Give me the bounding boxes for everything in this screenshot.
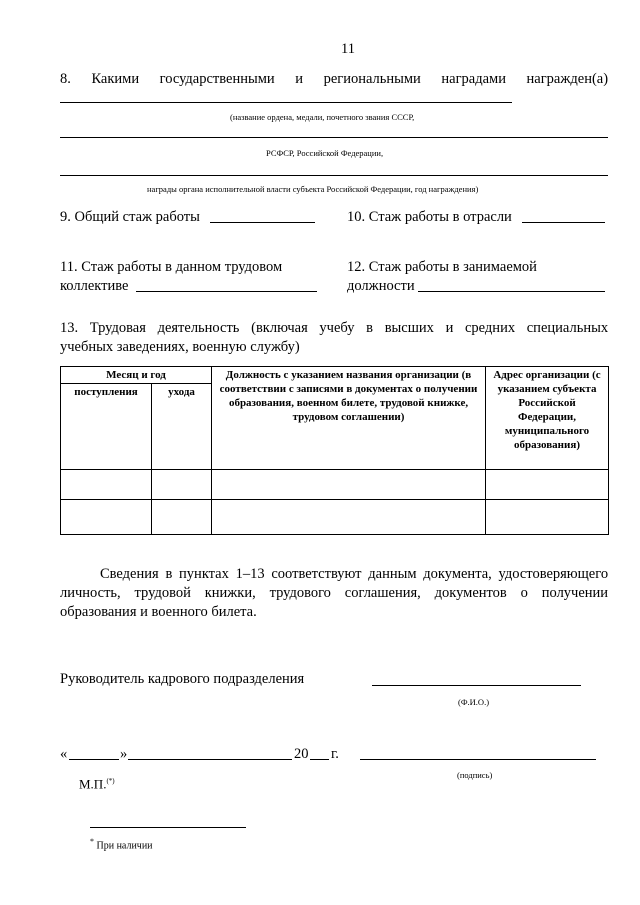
- item8-number: 8.: [60, 71, 71, 87]
- item9-label: 9. Общий стаж работы: [60, 209, 200, 225]
- item13-word: деятельность: [157, 320, 240, 336]
- item13-word: Трудовая: [89, 320, 146, 336]
- table-cell-start[interactable]: [61, 500, 152, 535]
- statement-word: Сведения: [100, 566, 159, 582]
- table-cell-start[interactable]: [61, 470, 152, 500]
- table-cell-end[interactable]: [152, 500, 212, 535]
- statement-word: трудовой: [134, 585, 191, 601]
- item13-word: и: [445, 320, 454, 336]
- item13-word: учебу: [319, 320, 355, 336]
- table-cell-end[interactable]: [152, 470, 212, 500]
- item9-fill-line[interactable]: [210, 222, 315, 223]
- start-date-header: поступления: [61, 384, 152, 470]
- item8-fill-line-2[interactable]: [60, 137, 608, 138]
- stamp-footnote-mark: (*): [106, 777, 115, 785]
- fio-hint: (Ф.И.О.): [458, 697, 490, 707]
- statement-word: трудового: [269, 585, 331, 601]
- item8-hint-1: (название ордена, медали, почетного звания СССР,: [230, 112, 415, 122]
- item8-word: Какими: [91, 71, 140, 87]
- item13-line1: [60, 319, 608, 338]
- statement-word: документа,: [423, 566, 492, 582]
- item12-fill-line[interactable]: [418, 291, 605, 292]
- footnote-divider: [90, 827, 246, 828]
- item8-hint-2: РСФСР, Российской Федерации,: [266, 148, 384, 158]
- statement-word: книжки,: [204, 585, 256, 601]
- item13-word: специальных: [526, 320, 609, 336]
- footnote-mark: *: [90, 837, 94, 846]
- item8-fill-line-1[interactable]: [60, 102, 512, 103]
- date-day-line[interactable]: [69, 759, 119, 760]
- statement-word: 1–13: [235, 566, 265, 582]
- item8-word: государственными: [159, 71, 275, 87]
- item11-line1: 11. Стаж работы в данном трудовом: [60, 259, 283, 275]
- statement-word: данным: [368, 566, 417, 582]
- item12-line2: должности: [347, 278, 415, 294]
- item8-question: [60, 70, 608, 89]
- item13-word: 13.: [60, 320, 79, 336]
- table-cell-position[interactable]: [212, 470, 486, 500]
- date-year-suffix: г.: [331, 746, 339, 762]
- statement-word: удостоверяющего: [498, 566, 609, 582]
- item11-fill-line[interactable]: [136, 291, 317, 292]
- item13-word: высших: [384, 320, 434, 336]
- stamp-text: М.П.: [79, 776, 107, 792]
- item8-word: награжден(а): [526, 71, 609, 87]
- item8-word: региональными: [323, 71, 421, 87]
- fio-fill-line[interactable]: [372, 685, 581, 686]
- statement-line1: [60, 565, 608, 584]
- statement-word: документов: [434, 585, 507, 601]
- address-header: Адрес организации (с указанием субъекта Российской Федерации, муниципального образования): [486, 367, 609, 470]
- item13-word: в: [366, 320, 374, 336]
- end-date-header: ухода: [152, 384, 212, 470]
- date-month-line[interactable]: [128, 759, 292, 760]
- signature-hint: (подпись): [457, 770, 493, 780]
- footnote-text: При наличии: [96, 840, 153, 852]
- date-quote-open: «: [60, 746, 68, 762]
- item8-fill-line-3[interactable]: [60, 175, 608, 176]
- page-number: 11: [341, 41, 355, 57]
- statement-word: соответствуют: [271, 566, 362, 582]
- date-quote-close: »: [120, 746, 128, 762]
- date-year-line[interactable]: [310, 759, 329, 760]
- table-row: [61, 470, 609, 500]
- month-year-header: Месяц и год: [61, 367, 212, 384]
- statement-line3: образования и военного билета.: [60, 604, 257, 620]
- date-year-prefix: 20: [294, 746, 309, 762]
- statement-word: личность,: [60, 585, 121, 601]
- footnote: [90, 835, 153, 853]
- statement-line2: [60, 584, 608, 603]
- item8-word: наградами: [441, 71, 506, 87]
- table-row: [61, 500, 609, 535]
- work-history-table: [60, 366, 609, 535]
- item13-line2: учебных заведениях, военную службу): [60, 339, 300, 355]
- item11-line2: коллективе: [60, 278, 129, 294]
- item13-word: средних: [465, 320, 516, 336]
- table-cell-address[interactable]: [486, 470, 609, 500]
- statement-word: соглашения,: [344, 585, 421, 601]
- item13-word: (включая: [251, 320, 308, 336]
- table-cell-address[interactable]: [486, 500, 609, 535]
- position-header: Должность с указанием названия организации (в соответствии с записями в документах о получении образования, военном билете, трудовой книжке, трудовом соглашении): [212, 367, 486, 470]
- item8-word: и: [295, 71, 303, 87]
- item12-line1: 12. Стаж работы в занимаемой: [347, 259, 537, 275]
- statement-word: пунктах: [179, 566, 229, 582]
- statement-word: в: [165, 566, 173, 582]
- hr-head-label: Руководитель кадрового подразделения: [60, 671, 305, 687]
- item10-fill-line[interactable]: [522, 222, 605, 223]
- signature-fill-line[interactable]: [360, 759, 596, 760]
- item8-hint-3: награды органа исполнительной власти субъекта Российской Федерации, год награждения): [147, 184, 479, 194]
- table-cell-position[interactable]: [212, 500, 486, 535]
- statement-word: о: [520, 585, 528, 601]
- item10-label: 10. Стаж работы в отрасли: [347, 209, 512, 225]
- stamp-label: [79, 772, 115, 793]
- statement-word: получении: [541, 585, 609, 601]
